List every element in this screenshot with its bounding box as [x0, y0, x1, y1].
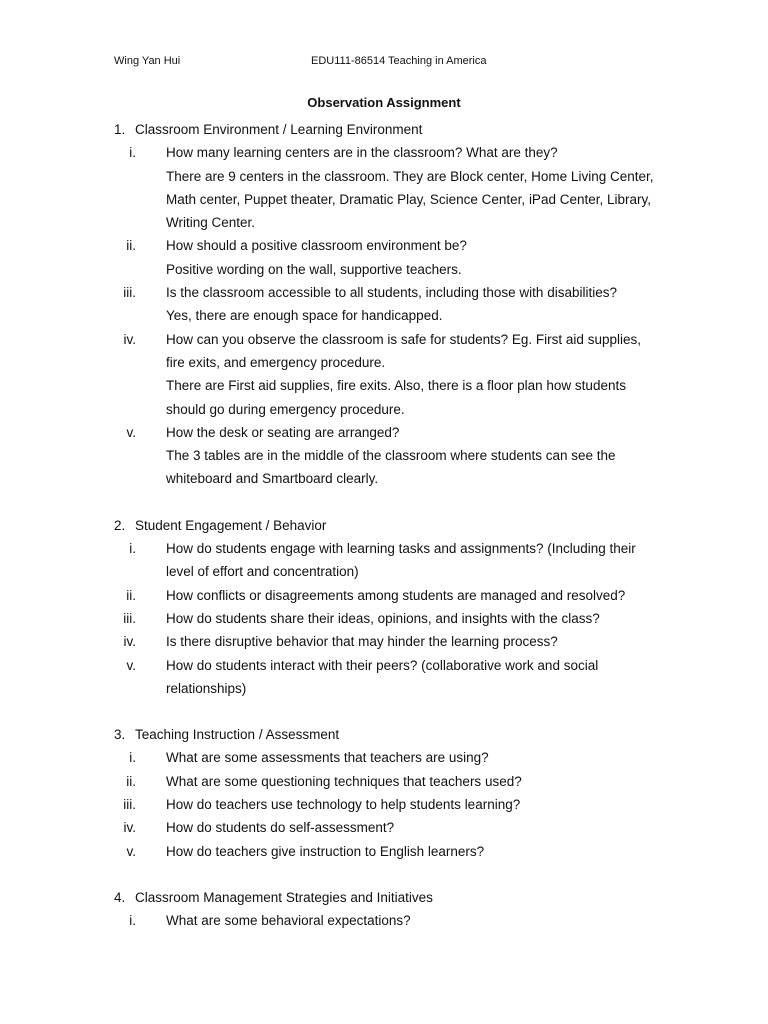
section-number: 4.: [114, 889, 126, 905]
section-number: 3.: [114, 727, 126, 743]
list-item: [0, 281, 660, 328]
item-numeral: i.: [129, 750, 136, 766]
item-question: How conflicts or disagreements among students are managed and resolved?: [166, 587, 626, 603]
section-title: Classroom Environment / Learning Environment: [135, 122, 423, 137]
item-question: How do students interact with their peers? (collaborative work and social relationships): [166, 657, 599, 696]
item-question: What are some questioning techniques that teachers used?: [166, 773, 522, 789]
item-numeral: ii.: [126, 238, 136, 254]
author-name: Wing Yan Hui: [114, 55, 181, 67]
item-question: How do students share their ideas, opinions, and insights with the class?: [166, 610, 600, 626]
list-item: [0, 746, 660, 769]
list-item: [0, 770, 660, 793]
section-heading: [0, 118, 768, 141]
item-numeral: iii.: [123, 797, 136, 813]
section: [0, 514, 768, 700]
item-question: What are some assessments that teachers are using?: [166, 750, 489, 766]
course-name: EDU111-86514 Teaching in America: [311, 55, 487, 67]
list-item: [0, 840, 660, 863]
page-title: Observation Assignment: [307, 95, 461, 110]
item-question: How can you observe the classroom is safe for students? Eg. First aid supplies, fire exits, and emergency procedure.: [166, 331, 641, 370]
item-numeral: v.: [126, 843, 136, 859]
item-answer: Positive wording on the wall, supportive teachers.: [166, 261, 462, 277]
item-question: How do students do self-assessment?: [166, 820, 395, 836]
list-item: [0, 584, 660, 607]
section: [0, 886, 768, 933]
section-heading: [0, 723, 768, 746]
list-item: [0, 816, 660, 839]
list-item: [0, 141, 660, 234]
item-question: How do students engage with learning tasks and assignments? (Including their level of effort and concentration): [166, 541, 636, 580]
section-title: Student Engagement / Behavior: [135, 517, 327, 533]
item-numeral: iii.: [123, 285, 136, 301]
section-title: Teaching Instruction / Assessment: [135, 727, 340, 743]
list-item: [0, 328, 660, 421]
list-item: [0, 421, 660, 491]
item-question: How do teachers use technology to help students learning?: [166, 797, 521, 813]
list-item: [0, 793, 660, 816]
item-numeral: i.: [129, 541, 136, 557]
item-question: Is there disruptive behavior that may hinder the learning process?: [166, 634, 558, 650]
list-item: [0, 537, 660, 584]
section-heading: [0, 886, 768, 909]
section: [0, 118, 768, 491]
item-question: Is the classroom accessible to all students, including those with disabilities?: [166, 285, 617, 301]
section-list: [0, 118, 768, 956]
item-numeral: iv.: [123, 634, 136, 650]
item-numeral: ii.: [126, 587, 136, 603]
item-answer: There are First aid supplies, fire exits. Also, there is a floor plan how students should go during emergency procedure.: [166, 378, 626, 417]
item-question: How should a positive classroom environment be?: [166, 238, 467, 254]
item-question: What are some behavioral expectations?: [166, 913, 411, 929]
item-numeral: iv.: [123, 820, 136, 836]
list-item: [0, 654, 660, 701]
item-numeral: i.: [129, 913, 136, 929]
item-answer: Yes, there are enough space for handicapped.: [166, 308, 443, 324]
item-numeral: iv.: [123, 331, 136, 347]
list-item: [0, 909, 660, 932]
item-question: How the desk or seating are arranged?: [166, 424, 400, 440]
item-numeral: ii.: [126, 773, 136, 789]
list-item: [0, 607, 660, 630]
item-numeral: v.: [126, 657, 136, 673]
item-numeral: v.: [126, 424, 136, 440]
list-item: [0, 630, 660, 653]
item-question: How do teachers give instruction to English learners?: [166, 843, 485, 859]
section-number: 2.: [114, 517, 126, 533]
section-heading: [0, 514, 768, 537]
section: [0, 723, 768, 863]
item-question: How many learning centers are in the classroom? What are they?: [166, 145, 558, 161]
section-number: 1.: [114, 122, 126, 137]
item-numeral: i.: [129, 145, 136, 161]
item-answer: The 3 tables are in the middle of the classroom where students can see the whiteboard and Smartboard clearly.: [166, 448, 616, 487]
list-item: [0, 234, 660, 281]
item-answer: There are 9 centers in the classroom. They are Block center, Home Living Center, Math center, Puppet theater, Dramatic Play, Science Center, iPad Center, Library, Writing Center.: [166, 168, 654, 231]
section-title: Classroom Management Strategies and Initiatives: [135, 889, 433, 905]
item-numeral: iii.: [123, 610, 136, 626]
